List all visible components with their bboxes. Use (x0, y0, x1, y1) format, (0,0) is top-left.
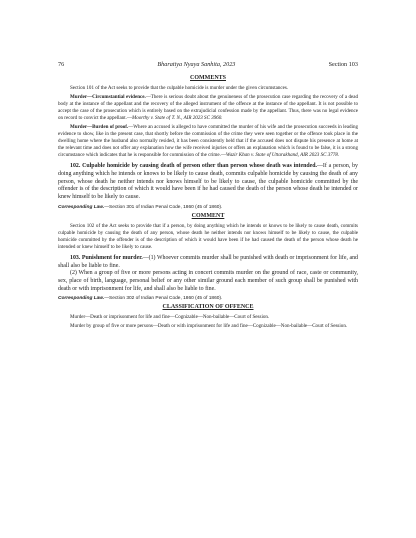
classification-item: Murder—Death or imprisonment for life and fine—Cognizable—Non-bailable—Court of Session. (70, 314, 270, 321)
section-103-text-1: 103. Punishment for murder.—(1) Whoever commits murder shall be punished with death or imprisonment for life, and shall also be liable to fine. (58, 254, 358, 269)
running-title: Bharatiya Nyaya Sanhita, 2023 (157, 61, 236, 68)
corresponding-law-102: Corresponding Law.—Section 301 of Indian Penal Code, 1860 (45 of 1860). (58, 204, 223, 210)
section-102-text: 102. Culpable homicide by causing death of person other than person whose death was intended.—If a person, by doing anything which he intends or knows to be likely to cause death, commits culpable homicide by causing the death of any person, whose death he neither intends nor knows himself to be likely to cause, the culpable homicide committed by the offender is of the description of which it would have been if he had caused the death of the person whose death he intended or knew himself to be likely to cause. (58, 163, 359, 201)
case-citation: Moorthy v. State of T. N., AIR 2023 SC 3960. (132, 115, 223, 122)
comment-paragraph-burden: Murder—Burden of proof.—Where an accused is alleged to have committed the murder of his wife and the prosecution succeeds in leading evidence to show, like in the present case, that shortly before the commission of the crime they were seen together or the offence took place in the dwelling home where the husband also normally resided, it has been consistently held that if the accused does not dispute his presence at home at the relevant time and does not offer any explanation how the wife received injuries or offers an explanation which is found to be false, it is a strong circumstance which indicates that he is responsible for commission of the crime.—Wazir Khan v. State of Uttarakhand, AIR 2023 SC 3778. (58, 124, 358, 159)
comments-heading: COMMENTS (190, 75, 226, 81)
section-102-title: 102. Culpable homicide by causing death of person other than person whose death was intended. (70, 163, 318, 170)
section-103-text-2: (2) When a group of five or more persons acting in concert commits murder on the ground of race, caste or community, sex, place of birth, language, personal belief or any other similar ground each member of such group shall be punished with death or with imprisonment for life, and shall also be liable to fine. (58, 270, 358, 292)
comment-heading: COMMENT (191, 212, 225, 219)
comment-lead: Murder—Circumstantial evidence. (70, 94, 146, 101)
running-section: Section 103 (328, 61, 358, 68)
page-number: 76 (58, 61, 65, 68)
comment-lead: Murder—Burden of proof. (70, 124, 129, 131)
comment-paragraph-circumstantial: Murder—Circumstantial evidence.—There is serious doubt about the genuineness of the prosecution case regarding the recovery of a dead body at the instance of the appellant and the recovery of the alleged instrument of the offence at the instance of the appellant. It is not possible to accept the case of the prosecution which is entirely based on the extrajudicial confession made by the appellant. Thus, there was no legal evidence on record to convict the appellant.—Moorthy v. State of T. N., AIR 2023 SC 3960. (58, 94, 358, 122)
case-citation: Wazir Khan v. State of Uttarakhand, AIR 2023 SC 3778. (225, 152, 340, 159)
corresponding-law-103: Corresponding Law.—Section 302 of Indian Penal Code, 1860 (45 of 1860). (58, 296, 223, 302)
page-header (58, 61, 358, 68)
classification-item: Murder by group of five or more persons—Death or with imprisonment for life and fine—Cognizable—Non-bailable—Court of Session. (70, 323, 348, 330)
classification-heading: CLASSIFICATION OF OFFENCE (162, 304, 254, 311)
section-103-title: 103. Punishment for murder. (70, 254, 143, 261)
comment-paragraph-intro: Section 101 of the Act seeks to provide that the culpable homicide is murder under the given circumstances. (70, 85, 289, 91)
comment-paragraph-102: Section 102 of the Act seeks to provide that if a person, by doing anything which he intends or knows to be likely to cause death, commits culpable homicide by causing the death of any person, whose death he neither intends nor knows himself to be likely to cause, the culpable homicide committed by the offender is of the description of which it would have been if he had caused the death of the person whose death he intended or knew himself to be likely to cause. (58, 222, 358, 250)
